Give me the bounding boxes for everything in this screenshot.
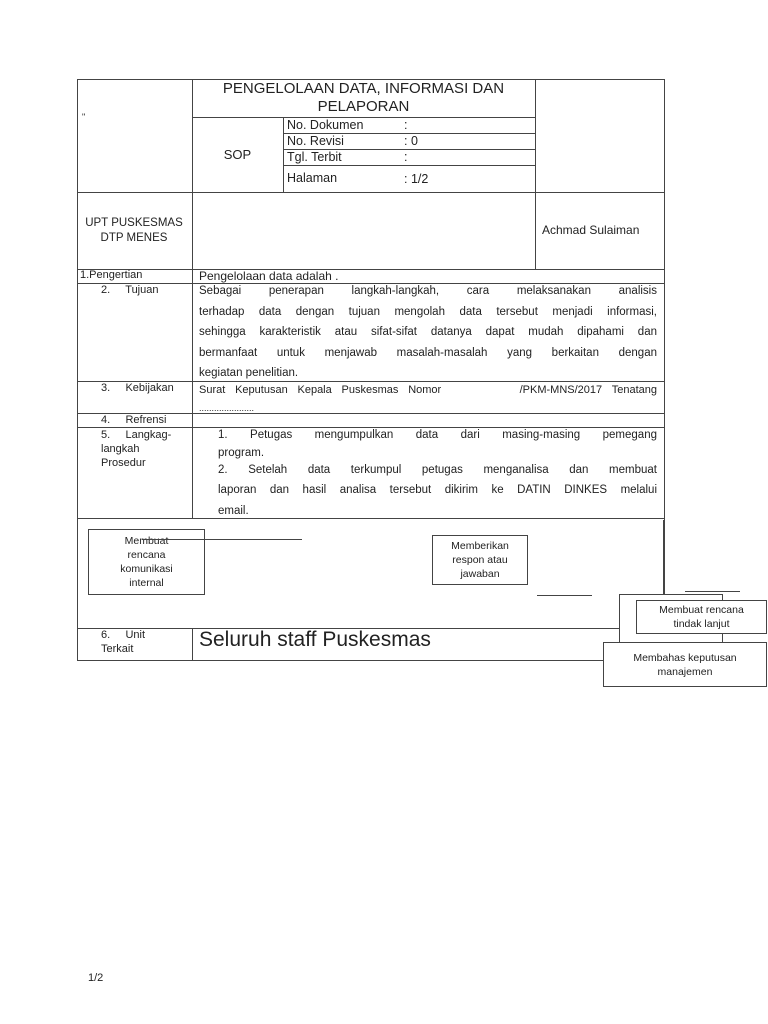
- text-line: sehingga karakteristik atau sifat-sifat datanya dapat mudah dipahami dan: [199, 326, 657, 338]
- kebijakan-label: 3. Kebijakan: [101, 382, 174, 394]
- page-title: [192, 80, 535, 116]
- box-line: manajemen: [657, 665, 713, 678]
- box-line: jawaban: [460, 568, 500, 580]
- org-line-2: DTP MENES: [100, 232, 168, 244]
- box-line: Memberikan: [451, 540, 509, 552]
- flow-box-tindak-lanjut: [636, 600, 767, 634]
- divider: [283, 117, 284, 192]
- unit-text: Seluruh staff Puskesmas: [199, 628, 431, 651]
- text-line: bermanfaat untuk menjawab masalah-masalah yang berkaitan dengan: [199, 346, 657, 359]
- box-line: internal: [129, 577, 164, 589]
- box-line: Membuat rencana: [659, 604, 744, 616]
- signer-name: Achmad Sulaiman: [542, 223, 640, 237]
- text-line: ......................: [199, 403, 255, 413]
- pengertian-label: 1.Pengertian: [80, 269, 143, 281]
- box-line: Membahas keputusan: [633, 651, 737, 664]
- tujuan-label: 2. Tujuan: [101, 284, 159, 296]
- tujuan-text: [199, 281, 657, 384]
- org-line-1: UPT PUSKESMAS: [85, 217, 183, 229]
- text-line: email.: [218, 504, 249, 517]
- text-line: kegiatan penelitian.: [199, 367, 299, 379]
- field-value: : 0: [404, 134, 418, 148]
- field-label: No. Revisi: [287, 134, 344, 148]
- field-value: : 1/2: [404, 172, 429, 186]
- box-line: Membuat: [124, 535, 169, 547]
- langkah-text: [218, 425, 657, 521]
- pengertian-text: Pengelolaan data adalah .: [199, 269, 339, 283]
- connector-line: [142, 539, 302, 540]
- organization-name: [76, 216, 192, 246]
- unit-label: [101, 628, 145, 656]
- label-line: Terkait: [101, 643, 134, 655]
- label-line: 6. Unit: [101, 629, 146, 641]
- header-mark: ": [82, 112, 86, 122]
- field-label: Tgl. Terbit: [287, 150, 342, 164]
- box-line: rencana: [127, 549, 166, 561]
- flow-box-keputusan: [603, 642, 767, 687]
- text-line: 1. Petugas mengumpulkan data dari masing-masing pemegang: [218, 429, 657, 441]
- text-line: terhadap data dengan tujuan mengolah data tersebut menjadi informasi,: [199, 305, 657, 318]
- divider: [283, 165, 535, 166]
- label-line: Prosedur: [101, 457, 146, 469]
- title-line-1: PENGELOLAAN DATA, INFORMASI DAN: [222, 80, 505, 97]
- field-label: Halaman: [287, 171, 338, 185]
- connector-line: [663, 520, 664, 594]
- connector-line: [685, 591, 740, 592]
- field-value: :: [404, 118, 408, 132]
- box-line: respon atau: [452, 554, 508, 566]
- text-line: Sebagai penerapan langkah-langkah, cara melaksanakan analisis: [199, 285, 657, 297]
- page-number: 1/2: [88, 972, 104, 984]
- divider: [192, 117, 535, 118]
- label-line: 5. Langkag-: [101, 429, 172, 441]
- refrensi-label: 4. Refrensi: [101, 414, 167, 426]
- box-line: tindak lanjut: [673, 618, 730, 630]
- divider: [535, 79, 536, 269]
- kebijakan-text: [199, 381, 657, 417]
- field-value: :: [404, 150, 408, 164]
- sop-label: SOP: [223, 147, 252, 162]
- langkah-label: [101, 428, 171, 470]
- flow-box-respon: [432, 535, 528, 585]
- box-line: komunikasi: [120, 563, 173, 575]
- divider: [192, 269, 193, 518]
- divider: [77, 192, 665, 193]
- title-line-2: PELAPORAN: [317, 98, 410, 115]
- text-line: 2. Setelah data terkumpul petugas menganalisa dan membuat: [218, 463, 657, 476]
- text-line: Surat Keputusan Kepala Puskesmas Nomor /PKM-MNS/2017 Tenatang: [199, 384, 657, 396]
- text-line: laporan dan hasil analisa tersebut dikirim ke DATIN DINKES melalui: [218, 484, 657, 496]
- label-line: langkah: [101, 443, 140, 455]
- field-label: No. Dokumen: [287, 118, 364, 132]
- connector-line: [537, 595, 592, 596]
- divider: [77, 269, 665, 270]
- text-line: program.: [218, 446, 265, 459]
- divider: [192, 628, 193, 661]
